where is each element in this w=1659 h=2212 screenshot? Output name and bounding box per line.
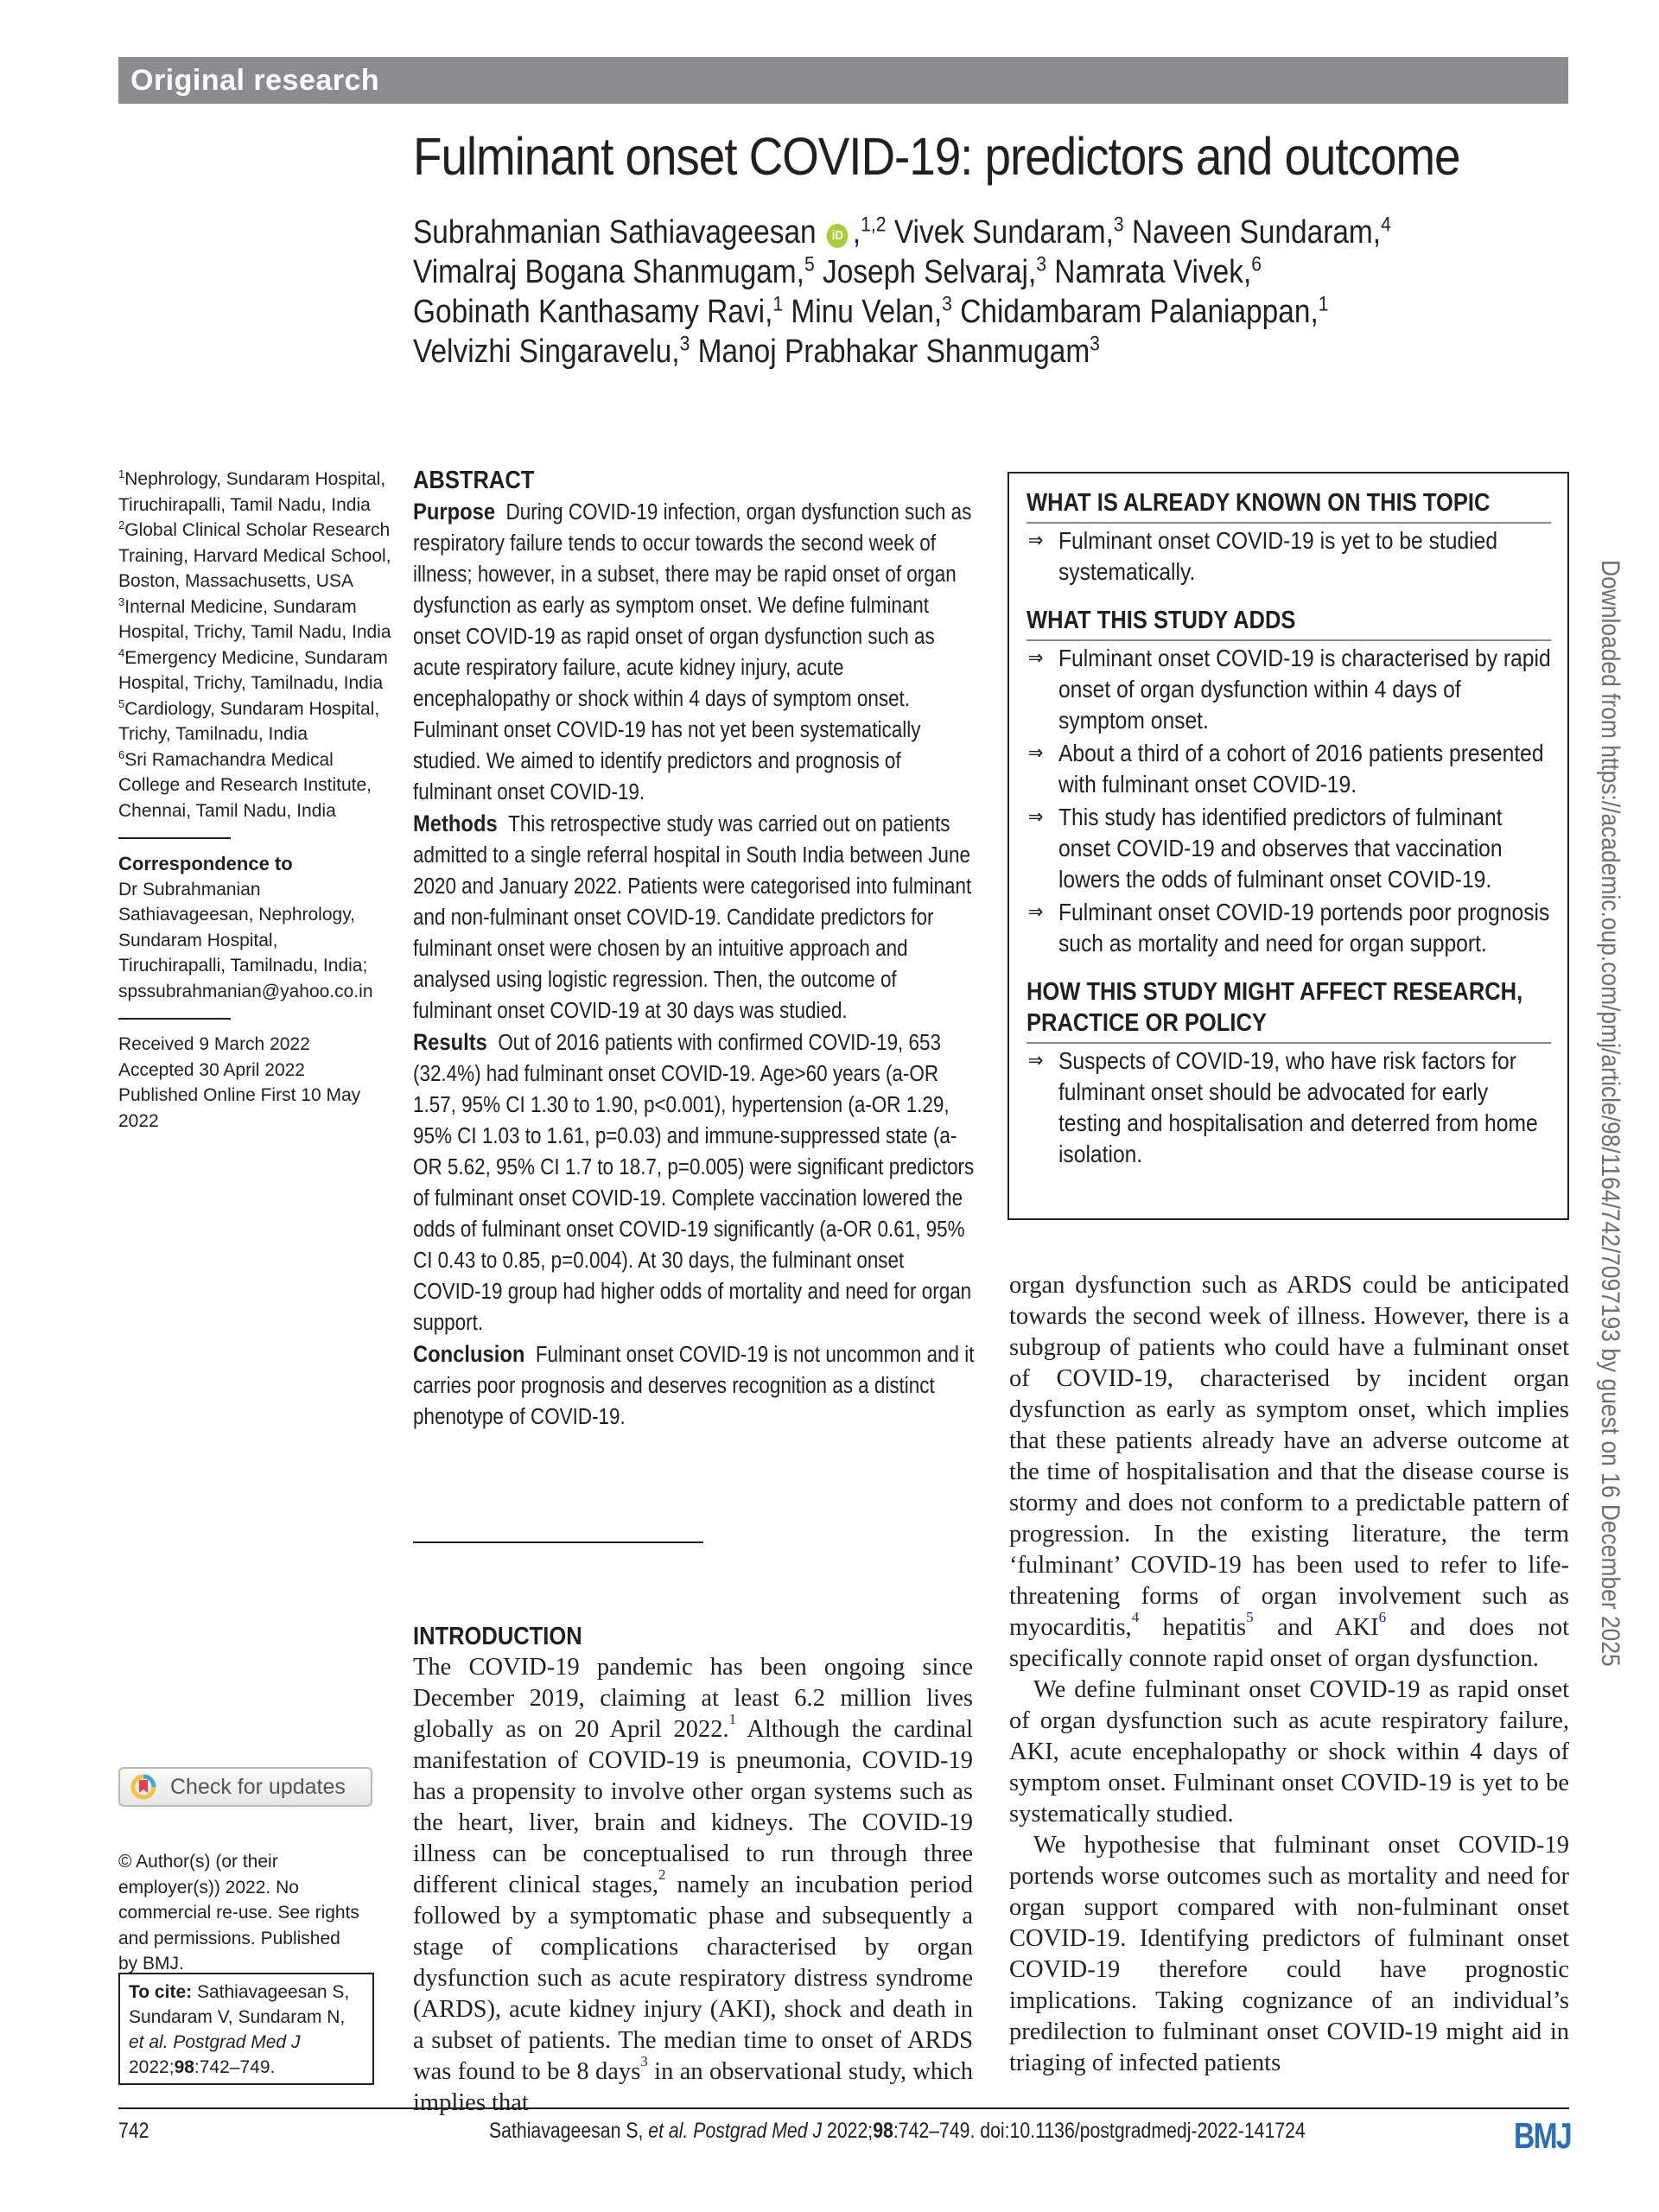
author[interactable]: Manoj Prabhakar Shanmugam xyxy=(697,334,1090,370)
key-item: ⇒ About a third of a cohort of 2016 patients presented with fulminant onset COVID-19. xyxy=(1027,740,1544,798)
key-section-impact: HOW THIS STUDY MIGHT AFFECT RESEARCH, PRACTICE OR POLICY ⇒ Suspects of COVID-19, who have risk factors for fulminant onset should be advocated for early testing and hospitalisation and deterred from home isolation. xyxy=(1027,976,1551,1170)
author[interactable]: Subrahmanian Sathiavageesan xyxy=(413,214,817,251)
key-section-adds: WHAT THIS STUDY ADDS ⇒ Fulminant onset COVID-19 is characterised by rapid onset of organ dysfunction within 4 days of symptom onset. ⇒ About a third of a cohort of 2016 patients presented with fulminant onset COVID-19. ⇒ This study has identified predictors of fulminant onset COVID-19 and observes that vaccination lowers the odds of fulminant onset COVID-19. ⇒ Fulminant onset COVID-19 portends poor prognosis such as mortality and need for organ support. xyxy=(1027,605,1551,959)
reference-link[interactable]: 2 xyxy=(658,1866,666,1883)
author[interactable]: Gobinath Kanthasamy Ravi xyxy=(413,294,766,330)
page-number: 742 xyxy=(118,2119,149,2143)
sidebar xyxy=(118,467,395,1134)
affiliation: $^4$Emergency Medicine, Sundaram Hospital, Trichy, Tamilnadu, India xyxy=(118,645,388,693)
crossmark-icon xyxy=(130,1774,156,1800)
footer-divider xyxy=(118,2107,386,2109)
arrow-icon: ⇒ xyxy=(1027,741,1044,765)
footer-citation: Sathiavageesan S, et al. Postgrad Med J 2022;98:742–749. doi:10.1136/postgradmedj-2022-141724 xyxy=(489,2119,1306,2143)
abstract-results: Results Out of 2016 patients with confirmed COVID-19, 653 (32.4%) had fulminant onset COVID-19. Age>60 years (a-OR 1.57, 95% CI 1.30 to 1.90, p<0.001), hypertension (a-OR 1.29, 95% CI 1.03 to 1.61, p=0.03) and immune-suppressed state (a-OR 5.62, 95% CI 1.7 to 18.7, p=0.005) were significant predictors of fulminant onset COVID-19. Complete vaccination lowered the odds of fulminant onset COVID-19 significantly (a-OR 0.61, 95% CI 0.43 to 0.85, p=0.004). At 30 days, the fulminant onset COVID-19 group had higher odds of mortality and need for organ support. xyxy=(413,1029,975,1335)
article-title: Fulminant onset COVID-19: predictors and outcome xyxy=(413,127,1460,186)
check-for-updates-button[interactable] xyxy=(118,1767,372,1807)
received-date: Received 9 March 2022 xyxy=(118,1034,310,1054)
key-item: ⇒ Fulminant onset COVID-19 is yet to be studied systematically. xyxy=(1027,527,1498,585)
divider xyxy=(118,837,231,839)
abstract xyxy=(413,465,975,1433)
affiliation: $^1$Nephrology, Sundaram Hospital, Tiruchirapalli, Tamil Nadu, India xyxy=(118,467,386,515)
section-header-bar xyxy=(118,57,1568,104)
arrow-icon: ⇒ xyxy=(1027,900,1044,924)
affiliation: $^2$Global Clinical Scholar Research Training, Harvard Medical School, Boston, Massachusetts, USA xyxy=(118,518,391,591)
introduction-column-2: organ dysfunction such as ARDS could be anticipated towards the second week of illness. However, there is a subgroup of patients who could have a fulminant onset of COVID-19, characterised by incident organ dysfunction as early as symptom onset, which implies that these patients already have an adverse outcome at the time of hospitalisation and that the disease course is stormy and does not conform to a predictable pattern of progression. In the existing literature, the term ‘fulminant’ COVID-19 has been used to refer to life-threatening forms of organ involvement such as myocarditis,$^4$ hepatitis$^5$ and AKI$^6$ and does not specifically connote rapid onset of organ dysfunction. We define fulminant onset COVID-19 as rapid onset of organ dysfunction such as acute respiratory failure, AKI, acute encephalopathy or shock within 4 days of symptom onset. Fulminant onset COVID-19 is yet to be systematically studied. We hypothesise that fulminant onset COVID-19 portends worse outcomes such as mortality and need for organ support compared with non-fulminant onset COVID-19. Identifying predictors of fulminant onset COVID-19 therefore could have prognostic implications. Taking cognizance of an individual’s predilection to fulminant onset COVID-19 might aid in triaging of infected patients xyxy=(1009,1272,1569,2076)
key-item: ⇒ Fulminant onset COVID-19 is characterised by rapid onset of organ dysfunction within 4 days of symptom onset. xyxy=(1027,645,1551,734)
affiliations xyxy=(118,467,395,823)
arrow-icon: ⇒ xyxy=(1027,805,1044,829)
reference-link[interactable]: 1 xyxy=(728,1711,737,1727)
author[interactable]: Velvizhi Singaravelu xyxy=(413,334,672,370)
arrow-icon: ⇒ xyxy=(1027,646,1044,670)
accepted-date: Accepted 30 April 2022 xyxy=(118,1059,305,1080)
abstract-divider xyxy=(413,1541,703,1543)
author[interactable]: Vimalraj Bogana Shanmugam xyxy=(413,254,797,290)
correspondence: Correspondence to Dr Subrahmanian Sathiavageesan, Nephrology, Sundaram Hospital, Tiruchirapalli, Tamilnadu, India; spssubrahmanian@yahoo.co.in xyxy=(118,851,395,1004)
author[interactable]: Vivek Sundaram xyxy=(893,214,1106,251)
author[interactable]: Joseph Selvaraj xyxy=(823,254,1028,290)
affiliation: $^6$Sri Ramachandra Medical College and Research Institute, Chennai, Tamil Nadu, India xyxy=(118,747,372,821)
key-section-known: WHAT IS ALREADY KNOWN ON THIS TOPIC ⇒ Fulminant onset COVID-19 is yet to be studied systematically. xyxy=(1027,487,1551,588)
correspondence-heading: Correspondence to xyxy=(118,853,293,874)
doi-link[interactable]: :742–749. doi:10.1136/postgradmedj-2022-141724 xyxy=(893,2119,1306,2143)
download-watermark: Downloaded from https://academic.oup.com/pmj/article/98/1164/742/7097193 by guest on 16 December 2025 xyxy=(1596,560,1624,1667)
affiliation: $^3$Internal Medicine, Sundaram Hospital, Trichy, Tamil Nadu, India xyxy=(118,594,391,642)
cite-label: To cite: xyxy=(129,1982,193,2002)
reference-link[interactable]: 5 xyxy=(1246,1609,1254,1625)
section-label: Original research xyxy=(130,64,380,97)
introduction-heading: INTRODUCTION xyxy=(413,1623,582,1650)
copyright-notice: © Author(s) (or their employer(s)) 2022. No commercial re-use. See rights and permissions. Published by BMJ. xyxy=(118,1852,359,1974)
author[interactable]: Naveen Sundaram xyxy=(1131,214,1373,251)
author[interactable]: Minu Velan xyxy=(791,294,934,330)
introduction-column-1: The COVID-19 pandemic has been ongoing since December 2019, claiming at least 6.2 million lives globally as on 20 April 2022.$^1$ Although the cardinal manifestation of COVID-19 is pneumonia, COVID-19 has a propensity to involve other organ systems such as the heart, liver, brain and kidneys. The COVID-19 illness can be conceptualised to run through three different clinical stages,$^2$ namely an incubation period followed by a symptomatic phase and subsequently a stage of complications characterised by organ dysfunction such as acute respiratory distress syndrome (ARDS), acute kidney injury (AKI), shock and death in a subset of patients. The median time to onset of ARDS was found to be 8 days$^3$ in an observational study, which implies that xyxy=(413,1654,973,2116)
abstract-methods: Methods This retrospective study was carried out on patients admitted to a single referral hospital in South India between June 2020 and January 2022. Patients were categorised into fulminant and non-fulminant onset COVID-19. Candidate predictors for fulminant onset were chosen by an intuitive approach and analysed using logistic regression. Then, the outcome of fulminant onset COVID-19 at 30 days was studied. xyxy=(413,810,972,1023)
citation-box: To cite: Sathiavageesan S, Sundaram V, Sundaram N, et al. Postgrad Med J 2022;98:742–749. xyxy=(118,1973,374,2085)
reference-link[interactable]: 4 xyxy=(1131,1609,1140,1625)
arrow-icon: ⇒ xyxy=(1027,529,1044,552)
key-item: ⇒ This study has identified predictors of fulminant onset COVID-19 and observes that vaccination lowers the odds of fulminant onset COVID-19. xyxy=(1027,804,1503,893)
check-for-updates-label: Check for updates xyxy=(170,1775,346,1799)
correspondence-email[interactable]: spssubrahmanian@yahoo.co.in xyxy=(118,981,373,1001)
abstract-conclusion: Conclusion Fulminant onset COVID-19 is not uncommon and it carries poor prognosis and deserves recognition as a distinct phenotype of COVID-19. xyxy=(413,1341,975,1429)
footer-divider xyxy=(378,2107,1569,2109)
key-item: ⇒ Suspects of COVID-19, who have risk factors for fulminant onset should be advocated for early testing and hospitalisation and deterred from home isolation. xyxy=(1027,1047,1538,1167)
orcid-icon[interactable]: iD xyxy=(827,224,849,248)
author[interactable]: Chidambaram Palaniappan xyxy=(960,294,1311,330)
author-list: Subrahmanian Sathiavageesan iD ,$^{1,2}$ Vivek Sundaram,$^3$ Naveen Sundaram,$^4$ Vimalraj Bogana Shanmugam,$^5$ Joseph Selvaraj,$^3$ Namrata Vivek,$^6$ Gobinath Kanthasamy Ravi,$^1$ Minu Velan,$^3$ Chidambaram Palaniappan,$^1$ Velvizhi Singaravelu,$^3$ Manoj Prabhakar Shanmugam$^3$ xyxy=(413,213,1391,370)
abstract-purpose: Purpose During COVID-19 infection, organ dysfunction such as respiratory failure tends to occur towards the second week of illness; however, in a subset, there may be rapid onset of organ dysfunction as early as symptom onset. We define fulminant onset COVID-19 as rapid onset of organ dysfunction such as acute respiratory failure, acute kidney injury, acute encephalopathy or shock within 4 days of symptom onset. Fulminant onset COVID-19 has not yet been systematically studied. We aimed to identify predictors and prognosis of fulminant onset COVID-19. xyxy=(413,499,972,804)
arrow-icon: ⇒ xyxy=(1027,1049,1044,1072)
published-date: Published Online First 10 May xyxy=(118,1085,361,1105)
key-item: ⇒ Fulminant onset COVID-19 portends poor prognosis such as mortality and need for organ support. xyxy=(1027,899,1550,957)
reference-link[interactable]: 6 xyxy=(1378,1609,1387,1625)
divider xyxy=(118,1018,231,1020)
author[interactable]: Namrata Vivek xyxy=(1054,254,1243,290)
key-messages-box xyxy=(1007,472,1569,1220)
abstract-heading: ABSTRACT xyxy=(413,467,535,494)
affiliation: $^5$Cardiology, Sundaram Hospital, Trichy, Tamilnadu, India xyxy=(118,696,380,744)
bmj-logo: BMJ xyxy=(1514,2115,1572,2156)
article-dates: Received 9 March 2022 Accepted 30 April 2022 Published Online First 10 May 2022 xyxy=(118,1032,395,1134)
reference-link[interactable]: 3 xyxy=(640,2053,648,2069)
